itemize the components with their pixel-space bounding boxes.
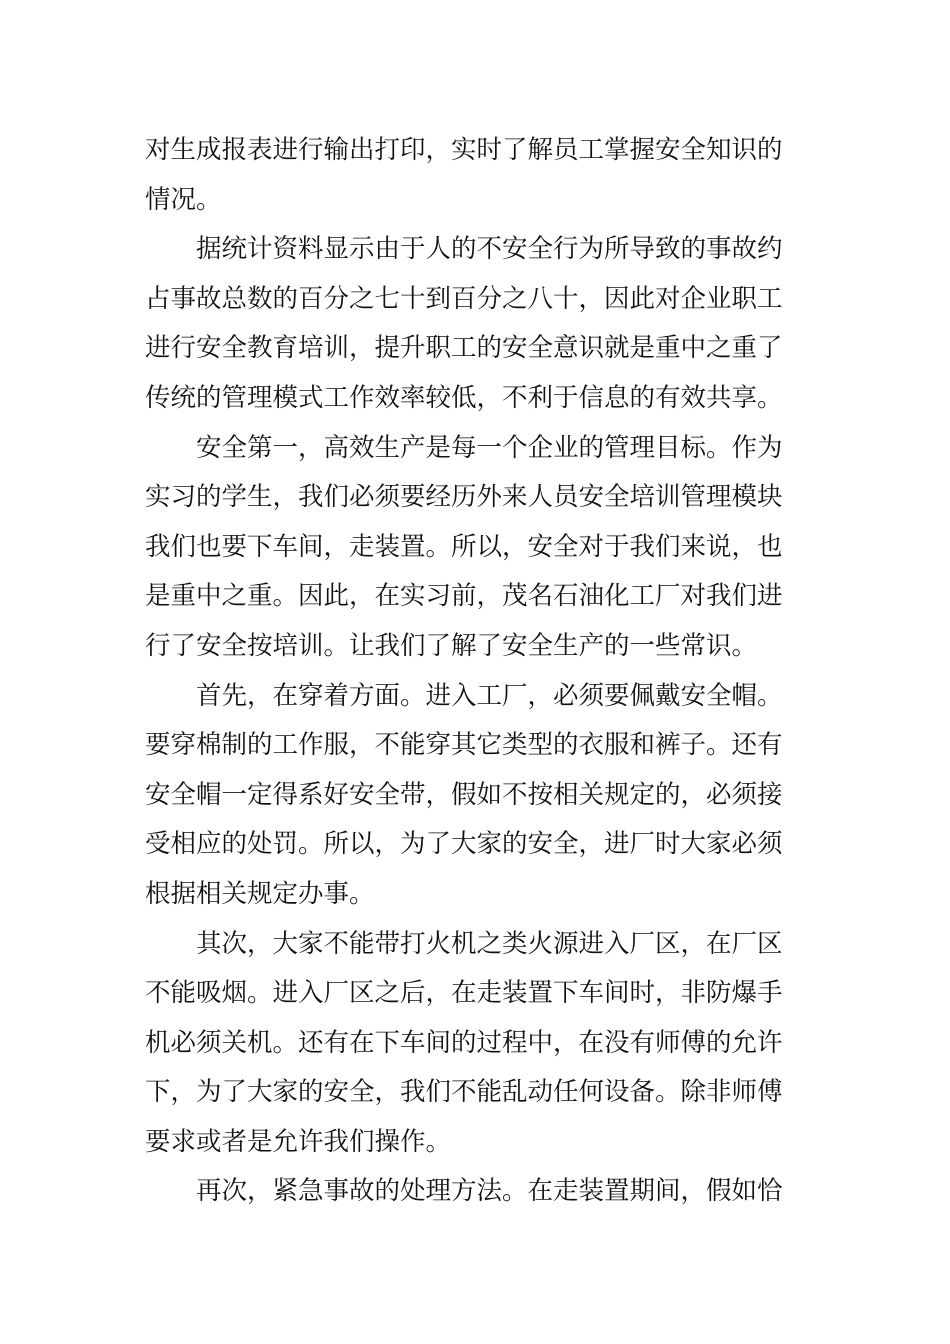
text-line: 受相应的处罚。所以，为了大家的安全，进厂时大家必须 <box>145 829 783 860</box>
body-text <box>145 126 810 1217</box>
text-line: 我们也要下车间，走装置。所以，安全对于我们来说，也 <box>145 531 783 562</box>
paragraph-start-line: 其次，大家不能带打火机之类火源进入厂区，在厂区 <box>196 928 783 959</box>
text-line: 机必须关机。还有在下车间的过程中，在没有师傅的允许 <box>145 1027 783 1058</box>
text-line: 下，为了大家的安全，我们不能乱动任何设备。除非师傅 <box>145 1077 783 1108</box>
text-line: 对生成报表进行输出打印，实时了解员工掌握安全知识的 <box>145 135 783 165</box>
text-line: 进行安全教育培训，提升职工的安全意识就是重中之重了 <box>145 333 783 364</box>
text-line: 传统的管理模式工作效率较低，不利于信息的有效共享。 <box>145 382 783 413</box>
paragraph-start-line: 首先，在穿着方面。进入工厂，必须要佩戴安全帽。 <box>196 680 783 711</box>
text-line: 是重中之重。因此，在实习前，茂名石油化工厂对我们进 <box>145 581 783 612</box>
text-line: 要求或者是允许我们操作。 <box>145 1126 452 1157</box>
text-line: 情况。 <box>145 184 222 215</box>
text-line: 不能吸烟。进入厂区之后，在走装置下车间时，非防爆手 <box>145 978 783 1009</box>
text-line: 行了安全按培训。让我们了解了安全生产的一些常识。 <box>145 630 758 661</box>
paragraph-start-line: 安全第一，高效生产是每一个企业的管理目标。作为 <box>196 432 783 463</box>
text-line: 安全帽一定得系好安全带，假如不按相关规定的，必须接 <box>145 779 783 810</box>
text-line: 要穿棉制的工作服，不能穿其它类型的衣服和裤子。还有 <box>145 730 783 761</box>
paragraph-start-line: 再次，紧急事故的处理方法。在走装置期间，假如恰 <box>196 1176 783 1207</box>
paragraph-start-line: 据统计资料显示由于人的不安全行为所导致的事故约 <box>196 234 783 265</box>
text-line: 占事故总数的百分之七十到百分之八十，因此对企业职工 <box>145 283 783 314</box>
text-line: 实习的学生，我们必须要经历外来人员安全培训管理模块 <box>145 482 783 513</box>
text-line: 根据相关规定办事。 <box>145 878 375 909</box>
